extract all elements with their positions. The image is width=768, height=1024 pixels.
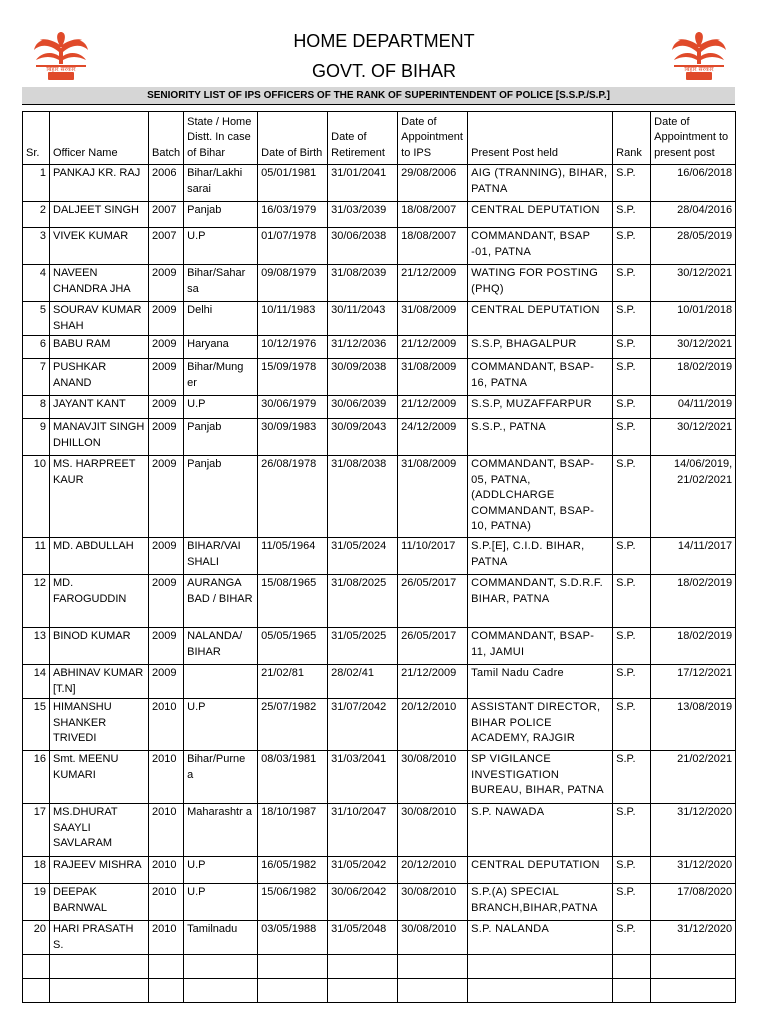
- empty-cell: [468, 955, 613, 979]
- empty-cell: [50, 979, 149, 1003]
- header-dob: Date of Birth: [258, 112, 328, 165]
- government-title: GOVT. OF BIHAR: [311, 61, 457, 81]
- cell-appt-ips: 21/12/2009: [398, 265, 468, 302]
- cell-dob: 05/05/1965: [258, 628, 328, 665]
- cell-appt-post: 14/06/2019, 21/02/2021: [651, 456, 736, 538]
- cell-rank: S.P.: [613, 302, 651, 336]
- cell-rank: S.P.: [613, 165, 651, 202]
- cell-appt-post: 14/11/2017: [651, 538, 736, 575]
- table-row: [23, 538, 736, 575]
- cell-state: BIHAR/VAI SHALI: [184, 538, 258, 575]
- cell-officer-name: PUSHKAR ANAND: [50, 359, 149, 396]
- cell-dob: 05/01/1981: [258, 165, 328, 202]
- cell-dob: 30/09/1983: [258, 419, 328, 456]
- cell-dob: 30/06/1979: [258, 396, 328, 419]
- cell-retirement: 31/08/2025: [328, 575, 398, 628]
- seniority-table: [22, 111, 736, 1003]
- cell-batch: 2009: [149, 628, 184, 665]
- cell-retirement: 31/05/2042: [328, 857, 398, 884]
- cell-sr: 11: [23, 538, 50, 575]
- empty-cell: [149, 955, 184, 979]
- cell-officer-name: HIMANSHU SHANKER TRIVEDI: [50, 699, 149, 751]
- cell-rank: S.P.: [613, 751, 651, 804]
- list-banner: SENIORITY LIST OF IPS OFFICERS OF THE RANK OF SUPERINTENDENT OF POLICE [S.S.P./S.P.]: [22, 87, 735, 105]
- cell-post: S.S.P, BHAGALPUR: [468, 336, 613, 359]
- cell-appt-ips: 11/10/2017: [398, 538, 468, 575]
- cell-batch: 2007: [149, 202, 184, 228]
- cell-sr: 14: [23, 665, 50, 699]
- cell-retirement: 31/05/2024: [328, 538, 398, 575]
- cell-retirement: 31/05/2048: [328, 921, 398, 955]
- cell-appt-post: 30/12/2021: [651, 419, 736, 456]
- table-row: [23, 884, 736, 921]
- cell-sr: 7: [23, 359, 50, 396]
- cell-appt-post: 17/08/2020: [651, 884, 736, 921]
- empty-cell: [23, 979, 50, 1003]
- table-row: [23, 302, 736, 336]
- cell-sr: 6: [23, 336, 50, 359]
- cell-batch: 2010: [149, 751, 184, 804]
- cell-retirement: 31/03/2039: [328, 202, 398, 228]
- cell-retirement: 31/01/2041: [328, 165, 398, 202]
- cell-batch: 2009: [149, 336, 184, 359]
- cell-rank: S.P.: [613, 538, 651, 575]
- cell-appt-post: 30/12/2021: [651, 265, 736, 302]
- header-post: Present Post held: [468, 112, 613, 165]
- table-row: [23, 699, 736, 751]
- cell-appt-post: 18/02/2019: [651, 628, 736, 665]
- cell-batch: 2009: [149, 665, 184, 699]
- table-row: [23, 359, 736, 396]
- cell-batch: 2009: [149, 265, 184, 302]
- cell-state: Panjab: [184, 419, 258, 456]
- empty-cell: [50, 955, 149, 979]
- cell-appt-post: 04/11/2019: [651, 396, 736, 419]
- table-row: [23, 857, 736, 884]
- empty-cell: [398, 955, 468, 979]
- cell-appt-post: 21/02/2021: [651, 751, 736, 804]
- empty-cell: [184, 979, 258, 1003]
- empty-cell: [149, 979, 184, 1003]
- cell-state: U.P: [184, 396, 258, 419]
- cell-appt-ips: 29/08/2006: [398, 165, 468, 202]
- cell-appt-ips: 21/12/2009: [398, 396, 468, 419]
- cell-batch: 2009: [149, 419, 184, 456]
- cell-post: ASSISTANT DIRECTOR, BIHAR POLICE ACADEMY, RAJGIR: [468, 699, 613, 751]
- empty-cell: [23, 955, 50, 979]
- cell-batch: 2010: [149, 921, 184, 955]
- cell-appt-ips: 30/08/2010: [398, 921, 468, 955]
- cell-dob: 11/05/1964: [258, 538, 328, 575]
- cell-dob: 08/03/1981: [258, 751, 328, 804]
- cell-appt-ips: 31/08/2009: [398, 456, 468, 538]
- cell-appt-post: 13/08/2019: [651, 699, 736, 751]
- cell-batch: 2009: [149, 302, 184, 336]
- cell-rank: S.P.: [613, 665, 651, 699]
- table-row: [23, 665, 736, 699]
- cell-retirement: 30/09/2043: [328, 419, 398, 456]
- cell-officer-name: PANKAJ KR. RAJ: [50, 165, 149, 202]
- cell-batch: 2009: [149, 575, 184, 628]
- table-row: [23, 165, 736, 202]
- empty-cell: [468, 979, 613, 1003]
- cell-post: CENTRAL DEPUTATION: [468, 202, 613, 228]
- table-row: [23, 336, 736, 359]
- cell-dob: 18/10/1987: [258, 804, 328, 857]
- cell-rank: S.P.: [613, 804, 651, 857]
- svg-text:बिहार सरकार: बिहार सरकार: [684, 66, 714, 73]
- cell-appt-post: 10/01/2018: [651, 302, 736, 336]
- cell-retirement: 31/08/2038: [328, 456, 398, 538]
- cell-retirement: 31/12/2036: [328, 336, 398, 359]
- cell-officer-name: VIVEK KUMAR: [50, 228, 149, 265]
- cell-state: Bihar/Mung er: [184, 359, 258, 396]
- cell-batch: 2007: [149, 228, 184, 265]
- cell-rank: S.P.: [613, 336, 651, 359]
- cell-sr: 10: [23, 456, 50, 538]
- cell-sr: 20: [23, 921, 50, 955]
- cell-officer-name: RAJEEV MISHRA: [50, 857, 149, 884]
- cell-officer-name: Smt. MEENU KUMARI: [50, 751, 149, 804]
- cell-appt-post: 31/12/2020: [651, 804, 736, 857]
- cell-rank: S.P.: [613, 857, 651, 884]
- cell-officer-name: SOURAV KUMAR SHAH: [50, 302, 149, 336]
- cell-post: S.P. NALANDA: [468, 921, 613, 955]
- empty-cell: [613, 979, 651, 1003]
- cell-appt-post: 18/02/2019: [651, 575, 736, 628]
- cell-post: SP VIGILANCE INVESTIGATION BUREAU, BIHAR, PATNA: [468, 751, 613, 804]
- cell-post: S.P. NAWADA: [468, 804, 613, 857]
- cell-state: U.P: [184, 699, 258, 751]
- cell-appt-ips: 30/08/2010: [398, 884, 468, 921]
- empty-row: [23, 979, 736, 1003]
- cell-post: COMMANDANT, S.D.R.F. BIHAR, PATNA: [468, 575, 613, 628]
- cell-retirement: 30/06/2042: [328, 884, 398, 921]
- cell-rank: S.P.: [613, 419, 651, 456]
- cell-retirement: 30/06/2038: [328, 228, 398, 265]
- cell-officer-name: BABU RAM: [50, 336, 149, 359]
- cell-dob: 15/09/1978: [258, 359, 328, 396]
- header-state: State / Home Distt. In case of Bihar: [184, 112, 258, 165]
- cell-appt-ips: 24/12/2009: [398, 419, 468, 456]
- cell-dob: 26/08/1978: [258, 456, 328, 538]
- cell-appt-post: 28/05/2019: [651, 228, 736, 265]
- cell-dob: 21/02/81: [258, 665, 328, 699]
- cell-appt-ips: 20/12/2010: [398, 857, 468, 884]
- cell-rank: S.P.: [613, 921, 651, 955]
- cell-officer-name: NAVEEN CHANDRA JHA: [50, 265, 149, 302]
- cell-batch: 2010: [149, 857, 184, 884]
- cell-appt-ips: 30/08/2010: [398, 751, 468, 804]
- cell-dob: 03/05/1988: [258, 921, 328, 955]
- cell-rank: S.P.: [613, 628, 651, 665]
- svg-text:बिहार सरकार: बिहार सरकार: [46, 66, 76, 73]
- cell-sr: 1: [23, 165, 50, 202]
- cell-post: COMMANDANT, BSAP -01, PATNA: [468, 228, 613, 265]
- empty-cell: [328, 979, 398, 1003]
- cell-rank: S.P.: [613, 202, 651, 228]
- empty-cell: [613, 955, 651, 979]
- cell-officer-name: DEEPAK BARNWAL: [50, 884, 149, 921]
- cell-dob: 09/08/1979: [258, 265, 328, 302]
- table-row: [23, 202, 736, 228]
- header-batch: Batch: [149, 112, 184, 165]
- cell-appt-ips: 30/08/2010: [398, 804, 468, 857]
- table-row: [23, 419, 736, 456]
- table-row: [23, 265, 736, 302]
- cell-rank: S.P.: [613, 699, 651, 751]
- cell-dob: 25/07/1982: [258, 699, 328, 751]
- cell-appt-ips: 26/05/2017: [398, 575, 468, 628]
- cell-retirement: 30/11/2043: [328, 302, 398, 336]
- cell-post: S.P.(A) SPECIAL BRANCH,BIHAR,PATNA: [468, 884, 613, 921]
- cell-retirement: 30/09/2038: [328, 359, 398, 396]
- cell-dob: 01/07/1978: [258, 228, 328, 265]
- cell-batch: 2009: [149, 538, 184, 575]
- cell-dob: 15/08/1965: [258, 575, 328, 628]
- cell-appt-ips: 21/12/2009: [398, 336, 468, 359]
- cell-batch: 2006: [149, 165, 184, 202]
- cell-dob: 10/12/1976: [258, 336, 328, 359]
- empty-cell: [258, 979, 328, 1003]
- cell-state: NALANDA/ BIHAR: [184, 628, 258, 665]
- cell-state: U.P: [184, 228, 258, 265]
- cell-officer-name: MANAVJIT SINGH DHILLON: [50, 419, 149, 456]
- cell-officer-name: MS. HARPREET KAUR: [50, 456, 149, 538]
- cell-appt-post: 16/06/2018: [651, 165, 736, 202]
- empty-cell: [258, 955, 328, 979]
- cell-appt-post: 17/12/2021: [651, 665, 736, 699]
- header-officer-name: Officer Name: [50, 112, 149, 165]
- cell-sr: 15: [23, 699, 50, 751]
- cell-post: COMMANDANT, BSAP-16, PATNA: [468, 359, 613, 396]
- cell-post: COMMANDANT, BSAP-11, JAMUI: [468, 628, 613, 665]
- cell-sr: 16: [23, 751, 50, 804]
- cell-state: Delhi: [184, 302, 258, 336]
- cell-sr: 13: [23, 628, 50, 665]
- cell-batch: 2009: [149, 396, 184, 419]
- table-row: [23, 921, 736, 955]
- cell-appt-post: 31/12/2020: [651, 857, 736, 884]
- cell-state: [184, 665, 258, 699]
- cell-post: S.P.[E], C.I.D. BIHAR, PATNA: [468, 538, 613, 575]
- cell-officer-name: ABHINAV KUMAR [T.N]: [50, 665, 149, 699]
- cell-retirement: 31/08/2039: [328, 265, 398, 302]
- header-retirement: Date of Retirement: [328, 112, 398, 165]
- cell-post: CENTRAL DEPUTATION: [468, 302, 613, 336]
- cell-dob: 15/06/1982: [258, 884, 328, 921]
- cell-post: Tamil Nadu Cadre: [468, 665, 613, 699]
- cell-state: Bihar/Sahar sa: [184, 265, 258, 302]
- cell-batch: 2010: [149, 804, 184, 857]
- cell-batch: 2009: [149, 359, 184, 396]
- cell-state: AURANGA BAD / BIHAR: [184, 575, 258, 628]
- cell-officer-name: DALJEET SINGH: [50, 202, 149, 228]
- cell-sr: 9: [23, 419, 50, 456]
- cell-post: WATING FOR POSTING (PHQ): [468, 265, 613, 302]
- cell-rank: S.P.: [613, 359, 651, 396]
- cell-state: Maharashtr a: [184, 804, 258, 857]
- cell-sr: 2: [23, 202, 50, 228]
- cell-rank: S.P.: [613, 396, 651, 419]
- cell-rank: S.P.: [613, 228, 651, 265]
- cell-post: S.S.P., PATNA: [468, 419, 613, 456]
- cell-appt-post: 30/12/2021: [651, 336, 736, 359]
- cell-officer-name: MS.DHURAT SAAYLI SAVLARAM: [50, 804, 149, 857]
- empty-row: [23, 955, 736, 979]
- cell-retirement: 31/05/2025: [328, 628, 398, 665]
- cell-state: Haryana: [184, 336, 258, 359]
- cell-retirement: 28/02/41: [328, 665, 398, 699]
- cell-sr: 4: [23, 265, 50, 302]
- cell-rank: S.P.: [613, 575, 651, 628]
- cell-state: U.P: [184, 857, 258, 884]
- cell-appt-ips: 18/08/2007: [398, 228, 468, 265]
- empty-cell: [398, 979, 468, 1003]
- cell-post: AIG (TRANNING), BIHAR, PATNA: [468, 165, 613, 202]
- table-row: [23, 396, 736, 419]
- cell-officer-name: BINOD KUMAR: [50, 628, 149, 665]
- cell-batch: 2010: [149, 699, 184, 751]
- header-appt-post: Date of Appointment to present post: [651, 112, 736, 165]
- cell-sr: 19: [23, 884, 50, 921]
- cell-officer-name: MD. ABDULLAH: [50, 538, 149, 575]
- cell-dob: 16/03/1979: [258, 202, 328, 228]
- header-appt-ips: Date of Appointment to IPS: [398, 112, 468, 165]
- cell-post: S.S.P, MUZAFFARPUR: [468, 396, 613, 419]
- table-row: [23, 575, 736, 628]
- cell-officer-name: MD. FAROGUDDIN: [50, 575, 149, 628]
- cell-state: Tamilnadu: [184, 921, 258, 955]
- cell-sr: 18: [23, 857, 50, 884]
- cell-post: CENTRAL DEPUTATION: [468, 857, 613, 884]
- cell-sr: 17: [23, 804, 50, 857]
- table-row: [23, 804, 736, 857]
- table-row: [23, 228, 736, 265]
- empty-cell: [328, 955, 398, 979]
- cell-state: Bihar/Lakhi sarai: [184, 165, 258, 202]
- cell-rank: S.P.: [613, 265, 651, 302]
- cell-post: COMMANDANT, BSAP-05, PATNA,(ADDLCHARGE COMMANDANT, BSAP-10, PATNA): [468, 456, 613, 538]
- cell-batch: 2010: [149, 884, 184, 921]
- cell-appt-ips: 26/05/2017: [398, 628, 468, 665]
- cell-retirement: 31/03/2041: [328, 751, 398, 804]
- cell-rank: S.P.: [613, 884, 651, 921]
- empty-cell: [184, 955, 258, 979]
- cell-dob: 16/05/1982: [258, 857, 328, 884]
- cell-sr: 8: [23, 396, 50, 419]
- cell-appt-post: 18/02/2019: [651, 359, 736, 396]
- empty-cell: [651, 979, 736, 1003]
- cell-state: U.P: [184, 884, 258, 921]
- cell-batch: 2009: [149, 456, 184, 538]
- cell-officer-name: HARI PRASATH S.: [50, 921, 149, 955]
- cell-retirement: 31/07/2042: [328, 699, 398, 751]
- empty-cell: [651, 955, 736, 979]
- cell-rank: S.P.: [613, 456, 651, 538]
- cell-dob: 10/11/1983: [258, 302, 328, 336]
- cell-state: Panjab: [184, 456, 258, 538]
- cell-sr: 3: [23, 228, 50, 265]
- cell-state: Panjab: [184, 202, 258, 228]
- cell-appt-ips: 31/08/2009: [398, 302, 468, 336]
- cell-state: Bihar/Purne a: [184, 751, 258, 804]
- cell-retirement: 30/06/2039: [328, 396, 398, 419]
- cell-appt-ips: 20/12/2010: [398, 699, 468, 751]
- department-title: HOME DEPARTMENT: [293, 31, 475, 51]
- cell-sr: 5: [23, 302, 50, 336]
- header-rank: Rank: [613, 112, 651, 165]
- cell-officer-name: JAYANT KANT: [50, 396, 149, 419]
- cell-appt-ips: 31/08/2009: [398, 359, 468, 396]
- cell-appt-ips: 21/12/2009: [398, 665, 468, 699]
- cell-appt-post: 31/12/2020: [651, 921, 736, 955]
- table-row: [23, 456, 736, 538]
- table-row: [23, 628, 736, 665]
- cell-sr: 12: [23, 575, 50, 628]
- cell-appt-ips: 18/08/2007: [398, 202, 468, 228]
- cell-appt-post: 28/04/2016: [651, 202, 736, 228]
- table-row: [23, 751, 736, 804]
- header-sr: Sr.: [23, 112, 50, 165]
- table-header-row: [23, 112, 736, 165]
- cell-retirement: 31/10/2047: [328, 804, 398, 857]
